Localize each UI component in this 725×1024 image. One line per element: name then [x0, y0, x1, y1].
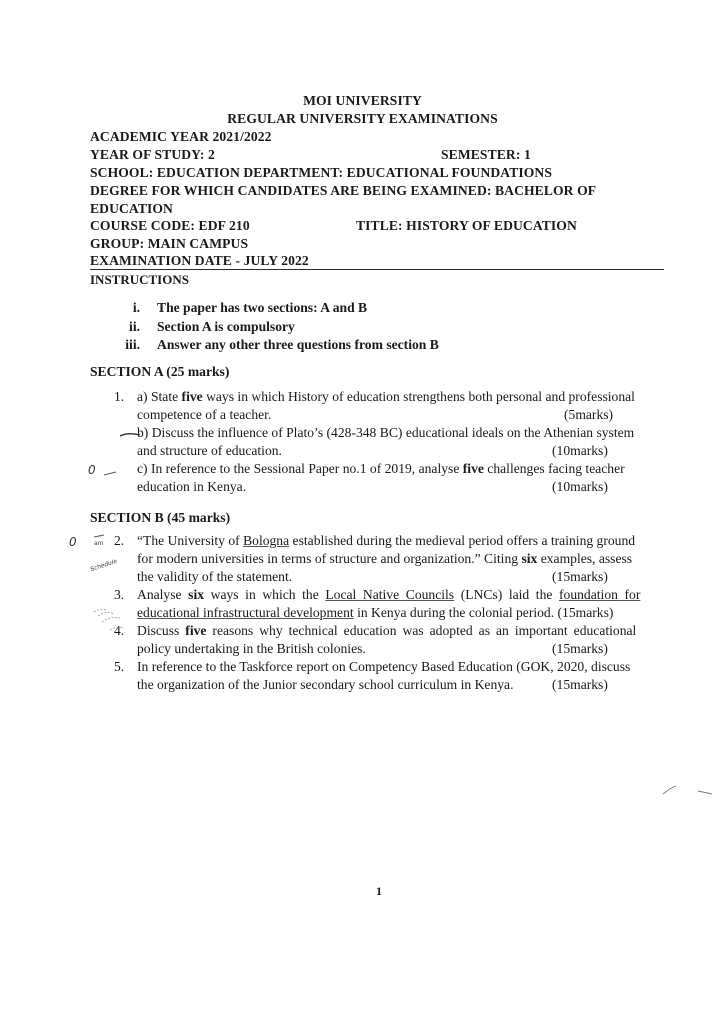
degree-line-1: DEGREE FOR WHICH CANDIDATES ARE BEING EXAMINED: BACHELOR OF — [90, 183, 597, 198]
degree-line-2: EDUCATION — [90, 201, 173, 216]
handwritten-circle-mark: 0 — [88, 463, 96, 477]
page-number: 1 — [376, 884, 382, 898]
instruction-text: Answer any other three questions from section B — [157, 337, 439, 352]
q1a-text: a) State — [137, 389, 182, 404]
header-divider — [90, 269, 664, 270]
instruction-number: i. — [132, 300, 140, 315]
instruction-text: Section A is compulsory — [157, 319, 295, 334]
q3-underlined-text: educational infrastructural development — [137, 605, 354, 620]
q4-marks: (15marks) — [552, 641, 608, 656]
handwritten-dash-icon — [92, 533, 108, 539]
q2-line-3: the validity of the statement. — [137, 569, 293, 584]
q2-text: established during the medieval period offers a training ground — [289, 533, 636, 548]
q1a-emphasis: five — [181, 389, 203, 404]
q2-line-1 — [137, 533, 635, 549]
school-department: SCHOOL: EDUCATION DEPARTMENT: EDUCATIONAL FOUNDATIONS — [90, 165, 553, 180]
q3-text: (LNCs) laid the — [454, 587, 560, 602]
q1b-marks: (10marks) — [552, 443, 608, 458]
university-name: MOI UNIVERSITY — [303, 93, 422, 108]
q4-text: Discuss — [137, 623, 186, 638]
instruction-text: The paper has two sections: A and B — [157, 300, 368, 315]
instruction-number: iii. — [125, 337, 140, 352]
course-title: TITLE: HISTORY OF EDUCATION — [356, 218, 577, 233]
q1a-text: ways in which History of education strengthens both personal and professional — [202, 389, 635, 404]
q2-text: for modern universities in terms of structure and organization.” Citing — [137, 551, 522, 566]
q2-emphasis: six — [521, 551, 538, 566]
handwritten-scribble-icon — [92, 600, 142, 640]
q1b-line-1: b) Discuss the influence of Plato’s (428-348 BC) educational ideals on the Athenian system — [137, 425, 635, 440]
q1a-line-2: competence of a teacher. — [137, 407, 272, 422]
q4-line-2: policy undertaking in the British colonies. — [137, 641, 366, 656]
handwritten-note: Schedule — [89, 557, 118, 574]
q2-text: “The University of — [137, 533, 244, 548]
section-a-heading: SECTION A (25 marks) — [90, 364, 230, 379]
q3-underlined-text: foundation for — [559, 587, 641, 602]
q1c-marks: (10marks) — [552, 479, 608, 494]
question-number: 1. — [114, 389, 125, 404]
exam-type: REGULAR UNIVERSITY EXAMINATIONS — [227, 111, 498, 126]
q2-text: examples, assess — [537, 551, 633, 566]
handwritten-dash-icon — [100, 470, 130, 480]
handwritten-note: am — [94, 540, 104, 547]
q1c-line-1 — [137, 461, 625, 477]
q3-line-2 — [137, 605, 613, 621]
question-number: 3. — [114, 587, 125, 602]
q1c-text: c) In reference to the Sessional Paper no.1 of 2019, analyse — [137, 461, 463, 476]
instruction-number: ii. — [129, 319, 140, 334]
course-code: COURSE CODE: EDF 210 — [90, 218, 250, 233]
q3-text: Analyse — [137, 587, 189, 602]
q1a-marks: (5marks) — [564, 407, 614, 422]
handwritten-strike-icon — [118, 424, 148, 440]
q1c-text: challenges facing teacher — [483, 461, 625, 476]
q2-underlined-text: Bologna — [243, 533, 290, 548]
q2-marks: (15marks) — [552, 569, 608, 584]
q1b-line-2: and structure of education. — [137, 443, 282, 458]
q3-text: in Kenya during the colonial period. (15marks) — [353, 605, 614, 620]
handwritten-stroke-icon — [660, 780, 720, 810]
question-number: 4. — [114, 623, 125, 638]
q3-text: ways in which the — [204, 587, 326, 602]
exam-date: EXAMINATION DATE - JULY 2022 — [90, 253, 309, 268]
section-b-heading: SECTION B (45 marks) — [90, 510, 231, 525]
question-number: 2. — [114, 533, 125, 548]
year-of-study: YEAR OF STUDY: 2 — [90, 147, 215, 162]
q1c-line-2: education in Kenya. — [137, 479, 247, 494]
q2-line-2 — [137, 551, 632, 567]
semester: SEMESTER: 1 — [441, 147, 531, 162]
q3-emphasis: six — [188, 587, 205, 602]
q5-line-1: In reference to the Taskforce report on Competency Based Education (GOK, 2020, discuss — [137, 659, 631, 674]
q1a-line-1 — [137, 389, 635, 405]
group: GROUP: MAIN CAMPUS — [90, 236, 249, 251]
q4-emphasis: five — [185, 623, 207, 638]
q5-marks: (15marks) — [552, 677, 608, 692]
q3-line-1 — [137, 587, 640, 603]
instructions-heading: INSTRUCTIONS — [90, 272, 189, 287]
q4-line-1 — [137, 623, 636, 639]
q4-text: reasons why technical education was adopted as an important educational — [206, 623, 637, 638]
question-number: 5. — [114, 659, 125, 674]
q5-line-2: the organization of the Junior secondary school curriculum in Kenya. — [137, 677, 514, 692]
academic-year: ACADEMIC YEAR 2021/2022 — [90, 129, 272, 144]
q3-underlined-text: Local Native Councils — [325, 587, 455, 602]
handwritten-circle-mark: 0 — [69, 535, 77, 549]
q1c-emphasis: five — [462, 461, 484, 476]
